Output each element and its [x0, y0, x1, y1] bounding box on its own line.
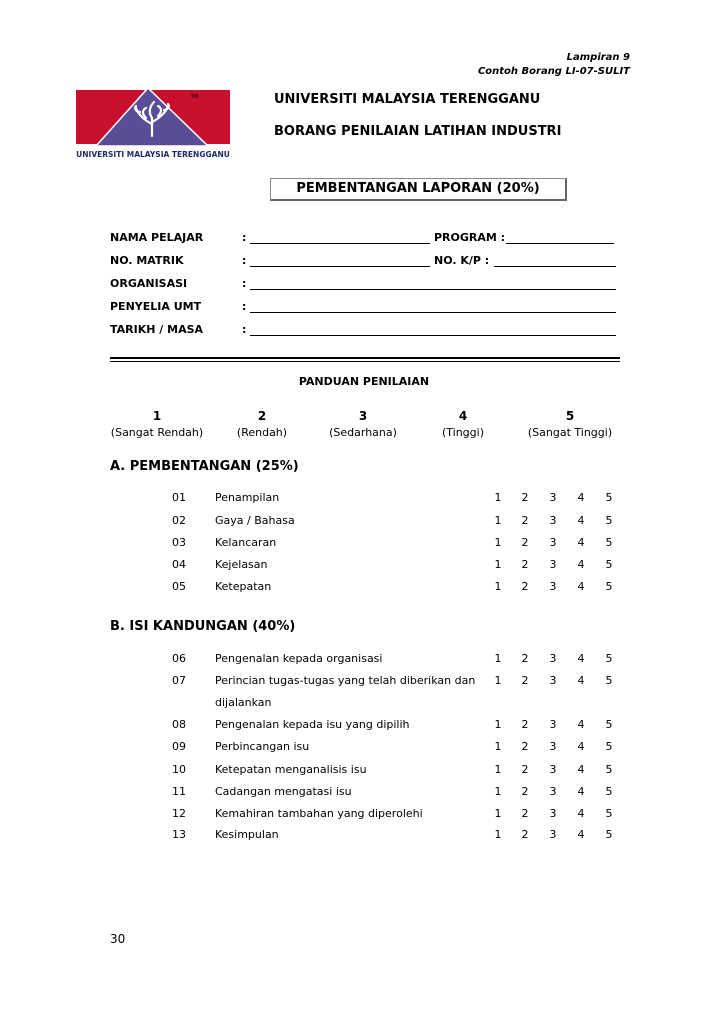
criterion-number: 07: [172, 674, 186, 687]
divider: [110, 357, 620, 359]
criterion-number: 02: [172, 514, 186, 527]
criterion-text: Pengenalan kepada organisasi: [215, 652, 383, 665]
score-option-2[interactable]: 2: [521, 740, 529, 753]
criterion-number: 03: [172, 536, 186, 549]
score-option-5[interactable]: 5: [605, 740, 613, 753]
score-option-3[interactable]: 3: [549, 740, 557, 753]
criterion-text: Penampilan: [215, 491, 280, 504]
logo-tm: TM: [191, 94, 199, 100]
criterion-text: Cadangan mengatasi isu: [215, 785, 352, 798]
score-option-3[interactable]: 3: [549, 807, 557, 820]
divider: [110, 361, 620, 362]
score-option-1[interactable]: 1: [494, 536, 502, 549]
scale-label: (Sedarhana): [329, 426, 397, 439]
criterion-number: 08: [172, 718, 186, 731]
criterion-number: 11: [172, 785, 186, 798]
colon: :: [242, 254, 247, 267]
score-option-3[interactable]: 3: [549, 558, 557, 571]
colon: :: [242, 231, 247, 244]
scale-label: (Sangat Rendah): [110, 426, 204, 439]
score-option-4[interactable]: 4: [577, 740, 585, 753]
tarikh-masa-field[interactable]: [250, 335, 616, 336]
score-option-1[interactable]: 1: [494, 652, 502, 665]
score-option-2[interactable]: 2: [521, 514, 529, 527]
score-option-4[interactable]: 4: [577, 491, 585, 504]
score-option-2[interactable]: 2: [521, 763, 529, 776]
guide-title: PANDUAN PENILAIAN: [298, 375, 430, 388]
criterion-number: 01: [172, 491, 186, 504]
score-option-5[interactable]: 5: [605, 580, 613, 593]
score-option-4[interactable]: 4: [577, 536, 585, 549]
score-option-5[interactable]: 5: [605, 718, 613, 731]
criterion-text-continued: dijalankan: [215, 696, 272, 709]
score-option-4[interactable]: 4: [577, 674, 585, 687]
colon: :: [242, 300, 247, 313]
score-option-3[interactable]: 3: [549, 674, 557, 687]
score-option-4[interactable]: 4: [577, 652, 585, 665]
score-option-2[interactable]: 2: [521, 807, 529, 820]
score-option-4[interactable]: 4: [577, 785, 585, 798]
label-tarikh-masa: TARIKH / MASA: [110, 323, 204, 336]
score-option-2[interactable]: 2: [521, 558, 529, 571]
label-organisasi: ORGANISASI: [110, 277, 188, 290]
section-a-title: A. PEMBENTANGAN (25%): [110, 459, 299, 474]
section-b-title: B. ISI KANDUNGAN (40%): [110, 619, 296, 634]
penyelia-umt-field[interactable]: [250, 312, 616, 313]
score-option-5[interactable]: 5: [605, 807, 613, 820]
no-matrik-field[interactable]: [250, 266, 430, 267]
form-code-label: Contoh Borang LI-07-SULIT: [477, 66, 630, 77]
score-option-4[interactable]: 4: [577, 558, 585, 571]
criterion-text: Kesimpulan: [215, 828, 279, 841]
score-option-2[interactable]: 2: [521, 718, 529, 731]
label-nama-pelajar: NAMA PELAJAR: [110, 231, 204, 244]
score-option-3[interactable]: 3: [549, 580, 557, 593]
score-option-3[interactable]: 3: [549, 536, 557, 549]
score-option-3[interactable]: 3: [549, 514, 557, 527]
criterion-text: Gaya / Bahasa: [215, 514, 295, 527]
organisasi-field[interactable]: [250, 289, 616, 290]
criterion-number: 12: [172, 807, 186, 820]
score-option-4[interactable]: 4: [577, 718, 585, 731]
score-option-3[interactable]: 3: [549, 718, 557, 731]
section-title-box: PEMBENTANGAN LAPORAN (20%): [270, 178, 567, 201]
label-no-kp: NO. K/P :: [434, 254, 490, 267]
scale-label: (Rendah): [236, 426, 288, 439]
score-option-4[interactable]: 4: [577, 514, 585, 527]
score-option-5[interactable]: 5: [605, 536, 613, 549]
program-field[interactable]: [506, 243, 614, 244]
score-option-3[interactable]: 3: [549, 491, 557, 504]
appendix-label: Lampiran 9: [566, 52, 630, 63]
criterion-number: 04: [172, 558, 186, 571]
score-option-3[interactable]: 3: [549, 652, 557, 665]
score-option-4[interactable]: 4: [577, 763, 585, 776]
score-option-1[interactable]: 1: [494, 674, 502, 687]
score-option-4[interactable]: 4: [577, 828, 585, 841]
score-option-5[interactable]: 5: [605, 514, 613, 527]
score-option-1[interactable]: 1: [494, 763, 502, 776]
label-program: PROGRAM :: [434, 231, 506, 244]
score-option-5[interactable]: 5: [605, 785, 613, 798]
score-option-1[interactable]: 1: [494, 807, 502, 820]
score-option-5[interactable]: 5: [605, 763, 613, 776]
score-option-5[interactable]: 5: [605, 674, 613, 687]
criterion-text: Pengenalan kepada isu yang dipilih: [215, 718, 410, 731]
scale-label: (Tinggi): [441, 426, 484, 439]
score-option-5[interactable]: 5: [605, 652, 613, 665]
score-option-4[interactable]: 4: [577, 580, 585, 593]
scale-number: 4: [458, 409, 468, 423]
label-no-matrik: NO. MATRIK: [110, 254, 184, 267]
score-option-2[interactable]: 2: [521, 536, 529, 549]
scale-label: (Sangat Tinggi): [527, 426, 613, 439]
nama-pelajar-field[interactable]: [250, 243, 430, 244]
score-option-3[interactable]: 3: [549, 828, 557, 841]
criterion-number: 05: [172, 580, 186, 593]
label-penyelia-umt: PENYELIA UMT: [110, 300, 202, 313]
colon: :: [242, 277, 247, 290]
score-option-5[interactable]: 5: [605, 491, 613, 504]
score-option-1[interactable]: 1: [494, 740, 502, 753]
score-option-2[interactable]: 2: [521, 652, 529, 665]
score-option-1[interactable]: 1: [494, 514, 502, 527]
form-title: BORANG PENILAIAN LATIHAN INDUSTRI: [274, 124, 562, 139]
criterion-number: 10: [172, 763, 186, 776]
score-option-4[interactable]: 4: [577, 807, 585, 820]
score-option-5[interactable]: 5: [605, 828, 613, 841]
criterion-text: Perbincangan isu: [215, 740, 310, 753]
scale-number: 5: [565, 409, 575, 423]
scale-number: 2: [257, 409, 267, 423]
criterion-number: 06: [172, 652, 186, 665]
criterion-number: 13: [172, 828, 186, 841]
score-option-2[interactable]: 2: [521, 674, 529, 687]
criterion-text: Kemahiran tambahan yang diperolehi: [215, 807, 423, 820]
logo-text: UNIVERSITI MALAYSIA TERENGGANU: [76, 150, 230, 159]
score-option-1[interactable]: 1: [494, 580, 502, 593]
university-title: UNIVERSITI MALAYSIA TERENGGANU: [274, 92, 541, 107]
score-option-2[interactable]: 2: [521, 491, 529, 504]
no-kp-field[interactable]: [494, 266, 616, 267]
score-option-3[interactable]: 3: [549, 785, 557, 798]
scale-number: 1: [152, 409, 162, 423]
page-number: 30: [110, 932, 126, 946]
score-option-1[interactable]: 1: [494, 558, 502, 571]
score-option-2[interactable]: 2: [521, 785, 529, 798]
score-option-5[interactable]: 5: [605, 558, 613, 571]
score-option-1[interactable]: 1: [494, 785, 502, 798]
criterion-text: Kejelasan: [215, 558, 268, 571]
criterion-number: 09: [172, 740, 186, 753]
score-option-1[interactable]: 1: [494, 718, 502, 731]
university-logo: [76, 84, 230, 164]
score-option-2[interactable]: 2: [521, 828, 529, 841]
criterion-text: Perincian tugas-tugas yang telah diberikan dan: [215, 674, 476, 687]
score-option-1[interactable]: 1: [494, 828, 502, 841]
scale-number: 3: [358, 409, 368, 423]
score-option-3[interactable]: 3: [549, 763, 557, 776]
score-option-1[interactable]: 1: [494, 491, 502, 504]
criterion-text: Kelancaran: [215, 536, 277, 549]
criterion-text: Ketepatan: [215, 580, 272, 593]
score-option-2[interactable]: 2: [521, 580, 529, 593]
criterion-text: Ketepatan menganalisis isu: [215, 763, 367, 776]
colon: :: [242, 323, 247, 336]
